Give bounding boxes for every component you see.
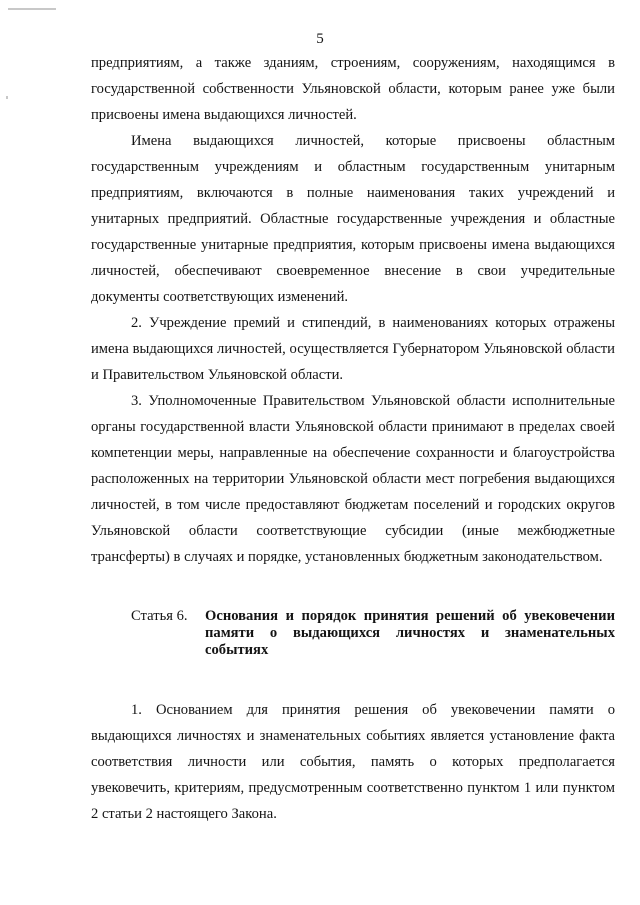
- scan-artifact-top-left: [8, 8, 56, 10]
- paragraph-continuation: предприятиям, а также зданиям, строениям, сооружениям, находящимся в государственной собственности Ульяновской области, которым ранее уже были присвоены имена выдающихся личностей.: [91, 55, 615, 123]
- article-number: Статья 6.: [131, 608, 188, 624]
- paragraph-item-3: 3. Уполномоченные Правительством Ульяновской области исполнительные органы государственной власти Ульяновской области принимают в пределах своей компетенции меры, направленные на обеспечение сохранности и благоустройства расположенных на территории Ульяновской области мест погребения выдающихся личностей, в том числе предоставляют бюджетам поселений и городских округов Ульяновской области соответствующие субсидии (иные межбюджетные трансферты) в случаях и порядке, установленных бюджетным законодательством.: [91, 393, 615, 565]
- page-number: 5: [316, 31, 324, 47]
- paragraph-article-6-item-1: 1. Основанием для принятия решения об увековечении памяти о выдающихся личностях и знаменательных событиях является установление факта соответствия личности или события, память о которых предполагается увековечить, критериям, предусмотренным соответственно пунктом 1 или пунктом 2 статьи 2 настоящего Закона.: [91, 702, 615, 822]
- article-heading: [91, 608, 615, 659]
- paragraph-item-2: 2. Учреждение премий и стипендий, в наименованиях которых отражены имена выдающихся личностей, осуществляется Губернатором Ульяновской области и Правительством Ульяновской области.: [91, 315, 615, 383]
- article-title: Основания и порядок принятия решений об увековечении памяти о выдающихся личностях и знаменательных событиях: [205, 608, 615, 658]
- document-body: [91, 50, 615, 827]
- paragraph-names-in-titles: Имена выдающихся личностей, которые присвоены областным государственным учреждениям и областным государственным унитарным предприятиям, включаются в полные наименования таких учреждений и унитарных предприятий. Областные государственные учреждения и областные государственные унитарные предприятия, которым присвоены имена выдающихся личностей, обеспечивают своевременное внесение в свои учредительные документы соответствующих изменений.: [91, 133, 615, 305]
- scan-artifact-left-margin: [6, 96, 8, 99]
